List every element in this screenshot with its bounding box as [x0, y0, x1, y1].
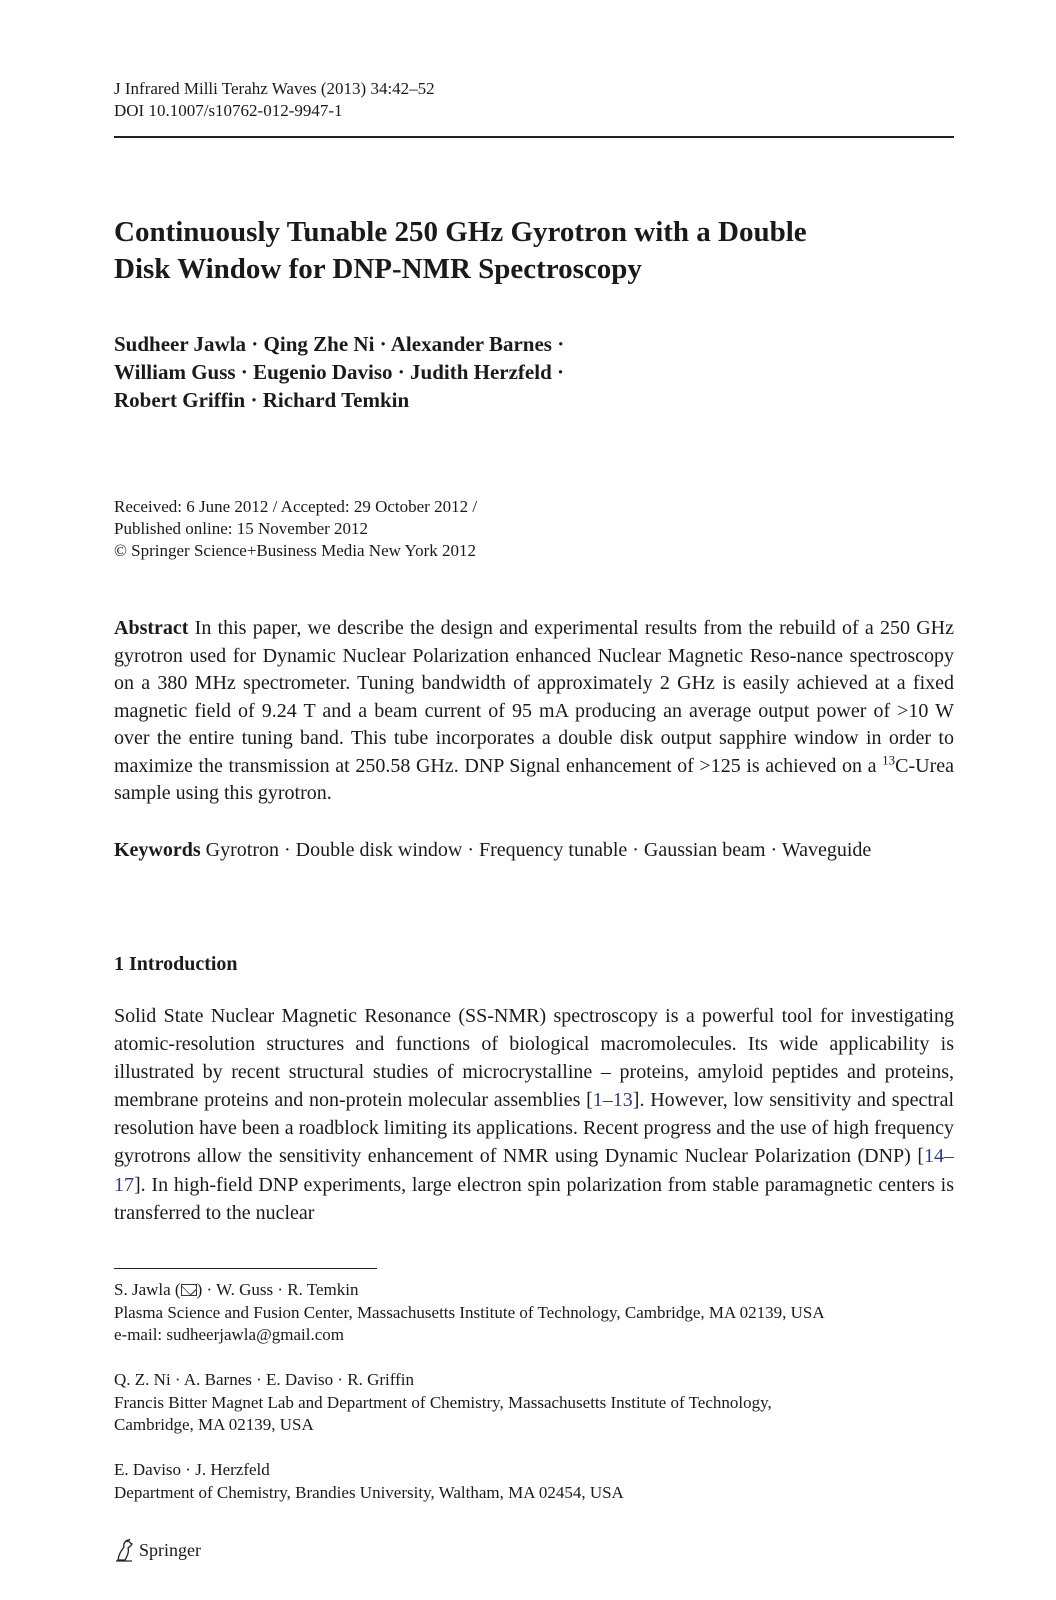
publisher-footer: [114, 1538, 201, 1562]
introduction-paragraph: [114, 1002, 954, 1227]
affiliation-2-names: Q. Z. Ni · A. Barnes · E. Daviso · R. Griffin: [114, 1370, 414, 1389]
abstract: [114, 615, 954, 808]
affiliation-2-institution: Francis Bitter Magnet Lab and Department of Chemistry, Massachusetts Institute of Technology,: [114, 1392, 772, 1412]
copyright: © Springer Science+Business Media New York 2012: [114, 541, 476, 560]
citation-link-2[interactable]: 14–17: [114, 1145, 954, 1196]
authors-line-1: Sudheer Jawla · Qing Zhe Ni · Alexander Barnes ·: [114, 332, 565, 356]
affiliation-1-names: [114, 1279, 954, 1302]
abstract-text-end: C-Urea sample using this gyrotron.: [114, 754, 954, 804]
citation-link-1[interactable]: 1–13: [592, 1089, 633, 1112]
affiliation-3: [114, 1459, 954, 1504]
footnote-rule: [114, 1268, 377, 1269]
published-online: Published online: 15 November 2012: [114, 519, 369, 538]
title-line-1: Continuously Tunable 250 GHz Gyrotron with a Double: [114, 216, 807, 248]
intro-text-3: ]. In high-field DNP experiments, large electron spin polarization from stable paramagnetic centers is transferred to the nuclear: [114, 1173, 954, 1224]
springer-horse-icon: [114, 1538, 136, 1562]
affiliation-1: [114, 1279, 954, 1347]
envelope-icon: [181, 1284, 197, 1296]
keywords-label: Keywords: [114, 839, 201, 861]
abstract-superscript: 13: [882, 751, 896, 767]
header-rule: [114, 136, 954, 138]
affiliation-2-address: Cambridge, MA 02139, USA: [114, 1415, 314, 1434]
affiliation-1-email: e-mail: sudheerjawla@gmail.com: [114, 1325, 344, 1344]
affiliation-1-name-lead: S. Jawla (: [114, 1280, 181, 1299]
section-heading-introduction: 1 Introduction: [114, 953, 238, 975]
abstract-label: Abstract: [114, 617, 189, 639]
affiliation-1-institution: Plasma Science and Fusion Center, Massachusetts Institute of Technology, Cambridge, MA 02139, USA: [114, 1302, 825, 1322]
abstract-text: In this paper, we describe the design and experimental results from the rebuild of a 250 GHz gyrotron used for Dynamic Nuclear Polarization enhanced Nuclear Magnetic Reso-nance spectroscopy on a 380 MHz spectrometer. Tuning bandwidth of approximately 2 GHz is easily achieved at a fixed magnetic field of 9.24 T and a beam current of 95 mA producing an average output power of >10 W over the entire tuning band. This tube incorporates a double disk output sapphire window in order to maximize the transmission at 250.58 GHz. DNP Signal enhancement of >125 is achieved on a: [114, 617, 954, 777]
title-line-2: Disk Window for DNP-NMR Spectroscopy: [114, 253, 642, 285]
authors-line-3: Robert Griffin · Richard Temkin: [114, 388, 410, 412]
affiliation-1-name-rest: ) · W. Guss · R. Temkin: [196, 1280, 359, 1299]
journal-citation: J Infrared Milli Terahz Waves (2013) 34:42–52: [114, 79, 435, 98]
affiliation-3-names: E. Daviso · J. Herzfeld: [114, 1460, 270, 1479]
intro-text-2: ]. However, low sensitivity and spectral resolution have been a roadblock limiting its applications. Recent progress and the use of high frequency gyrotrons allow the sensitivity enhancement of NMR using Dynamic Nuclear Polarization (DNP) [: [114, 1089, 954, 1168]
paper-title: [114, 214, 954, 288]
doi: DOI 10.1007/s10762-012-9947-1: [114, 101, 343, 120]
publication-dates: [114, 496, 477, 562]
affiliation-3-institution: Department of Chemistry, Brandies University, Waltham, MA 02454, USA: [114, 1482, 624, 1502]
journal-header: [114, 78, 435, 122]
author-list: [114, 330, 954, 414]
affiliation-2: [114, 1369, 954, 1437]
received-accepted: Received: 6 June 2012 / Accepted: 29 October 2012 /: [114, 497, 478, 516]
intro-text-1: Solid State Nuclear Magnetic Resonance (SS-NMR) spectroscopy is a powerful tool for investigating atomic-resolution structures and functions of biological macromolecules. Its wide applicability is illustrated by recent structural studies of microcrystalline – proteins, amyloid peptides and proteins, membrane proteins and non-protein molecular assemblies [: [114, 1005, 954, 1112]
keywords: [114, 837, 954, 865]
authors-line-2: William Guss · Eugenio Daviso · Judith Herzfeld ·: [114, 360, 565, 384]
publisher-name: Springer: [139, 1540, 201, 1560]
keywords-text: Gyrotron · Double disk window · Frequency tunable · Gaussian beam · Waveguide: [200, 839, 872, 861]
